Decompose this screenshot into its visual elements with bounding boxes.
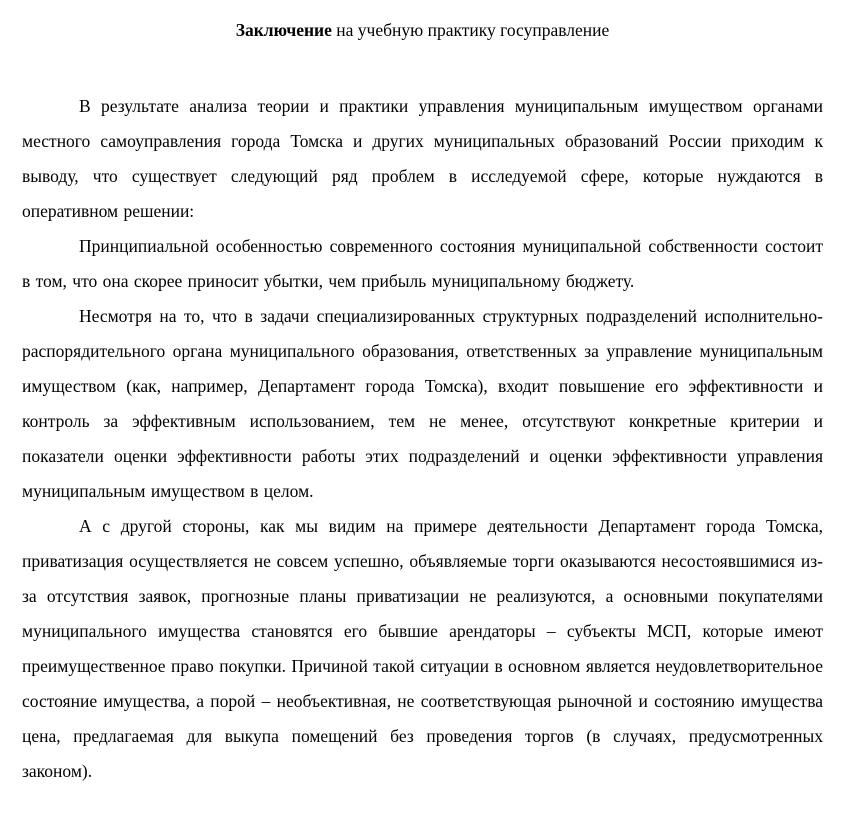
title-regular-text: на учебную практику госуправление <box>331 20 610 40</box>
paragraph-no-criteria: Несмотря на то, что в задачи специализированных структурных подразделений исполнительно-распорядительного органа муниципального образования, ответственных за управление муниципальным имуществом (как, например, Департамент города Томска), входит повышение его эффективности и контроль за эффективным использованием, тем не менее, отсутствуют конкретные критерии и показатели оценки эффективности работы этих подразделений и оценки эффективности управления муниципальным имуществом в целом. <box>22 306 823 501</box>
paragraph-privatization: А с другой стороны, как мы видим на примере деятельности Департамент города Томска, приватизация осуществляется не совсем успешно, объявляемые торги оказываются несостоявшимися из-за отсутствия заявок, прогнозные планы приватизации не реализуются, а основными покупателями муниципального имущества становятся его бывшие арендаторы – субъекты МСП, которые имеют преимущественное право покупки. Причиной такой ситуации в основном является неудовлетворительное состояние имущества, а порой – необъективная, не соответствующая рыночной и состоянию имущества цена, предлагаемая для выкупа помещений без проведения торгов (в случаях, предусмотренных законом). <box>22 516 823 781</box>
document-body <box>22 89 823 789</box>
paragraph-intro: В результате анализа теории и практики управления муниципальным имуществом органами местного самоуправления города Томска и других муниципальных образований России приходим к выводу, что существует следующий ряд проблем в исследуемой сфере, которые нуждаются в оперативном решении: <box>22 96 823 221</box>
document-title <box>0 0 845 41</box>
paragraph-principal-feature: Принципиальной особенностью современного состояния муниципальной собственности состоит в том, что она скорее приносит убытки, чем прибыль муниципальному бюджету. <box>22 236 823 291</box>
title-bold-text: Заключение <box>235 20 332 40</box>
